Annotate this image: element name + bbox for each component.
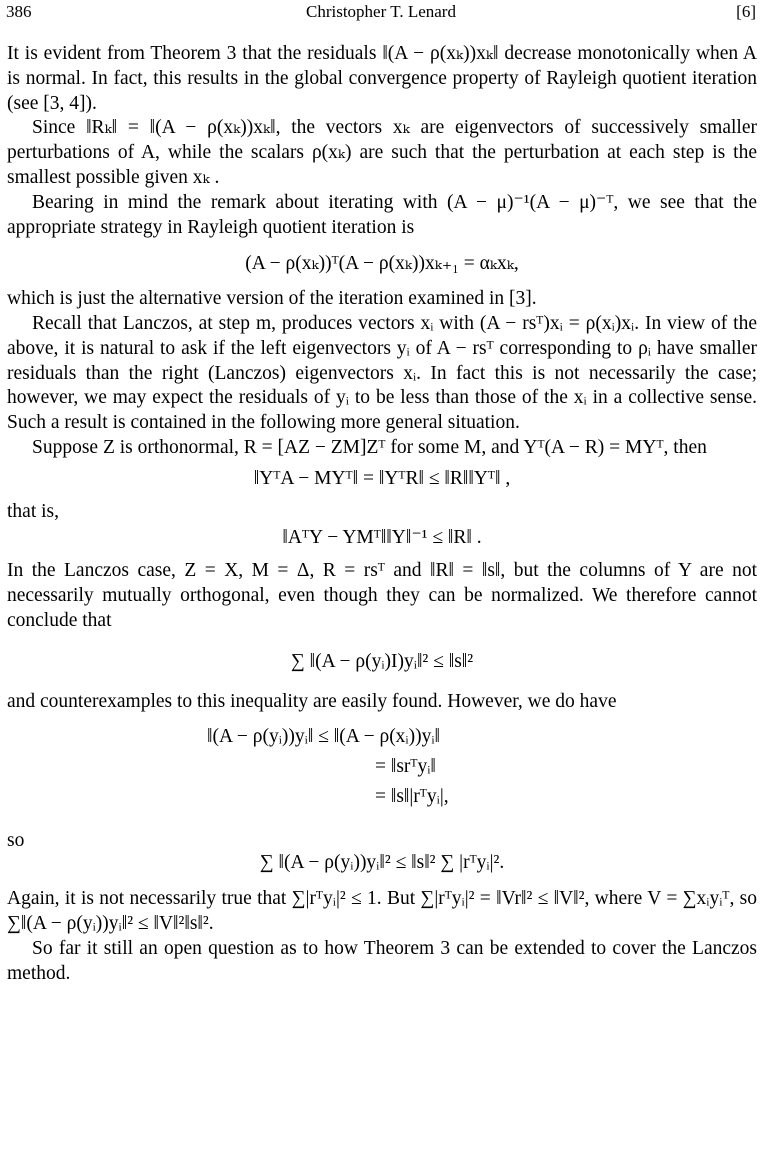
paragraph-7: that is, (7, 500, 59, 522)
so-word: so (7, 830, 25, 852)
equation-5-line-1: ‖(A − ρ(yᵢ))yᵢ‖ ≤ ‖(A − ρ(xᵢ))yᵢ‖ (207, 726, 441, 748)
so-block (7, 825, 757, 881)
running-header (6, 2, 756, 24)
page-number: 386 (6, 2, 32, 21)
equation-5-line-2: = ‖srᵀyᵢ‖ (375, 756, 436, 778)
paragraph-4: which is just the alternative version of the iteration examined in [3]. (7, 288, 537, 310)
paragraph-11: So far it still an open question as to how Theorem 3 can be extended to cover the Lanczos method. (7, 937, 757, 984)
paragraph-5: Recall that Lanczos, at step m, produces vectors xᵢ with (A − rsᵀ)xᵢ = ρ(xᵢ)xᵢ. In view of the above, it is natural to ask if the left eigenvectors yᵢ of A − rsᵀ corresponding to ρᵢ have smaller residuals than the right (Lanczos) eigenvectors xᵢ. In fact this is not necessarily the case; however, we may expect the residuals of yᵢ to be less than those of the xᵢ in a collective sense. Such a result is contained in the following more general situation. (7, 312, 757, 434)
paragraph-9: and counterexamples to this inequality are easily found. However, we do have (7, 691, 617, 713)
paragraph-8: In the Lanczos case, Z = X, M = Δ, R = rsᵀ and ‖R‖ = ‖s‖, but the columns of Y are not necessarily mutually orthogonal, even though they can be normalized. We therefore cannot conclude that (7, 560, 757, 631)
paragraph-2: Since ‖Rₖ‖ = ‖(A − ρ(xₖ))xₖ‖, the vectors xₖ are eigenvectors of successively smaller perturbations of A, while the scalars ρ(xₖ) are such that the perturbation at each step is the smallest possible given xₖ . (7, 117, 757, 188)
equation-6: ∑ ‖(A − ρ(yᵢ))yᵢ‖² ≤ ‖s‖² ∑ |rᵀyᵢ|². (259, 852, 505, 874)
paragraph-3: Bearing in mind the remark about iterating with (A − μ)⁻¹(A − μ)⁻ᵀ, we see that the appropriate strategy in Rayleigh quotient iteration is (7, 191, 757, 238)
paragraph-10: Again, it is not necessarily true that ∑|rᵀyᵢ|² ≤ 1. But ∑|rᵀyᵢ|² = ‖Vr‖² ≤ ‖V‖², where V = ∑xᵢyᵢᵀ, so ∑‖(A − ρ(yᵢ))yᵢ‖² ≤ ‖V‖²‖s‖². (7, 888, 757, 934)
equation-5-aligned (7, 725, 757, 815)
equation-3: ‖AᵀY − YMᵀ‖‖Y‖⁻¹ ≤ ‖R‖ . (282, 527, 482, 549)
paragraph-6: Suppose Z is orthonormal, R = [AZ − ZM]Zᵀ for some M, and Yᵀ(A − R) = MYᵀ, then (32, 436, 707, 458)
equation-4: ∑ ‖(A − ρ(yᵢ)I)yᵢ‖² ≤ ‖s‖² (290, 650, 474, 672)
running-author: Christopher T. Lenard (306, 2, 456, 21)
paragraph-1: It is evident from Theorem 3 that the residuals ‖(A − ρ(xₖ))xₖ‖ decrease monotonically when A is normal. In fact, this results in the global convergence property of Rayleigh quotient iteration (see [3, 4]). (7, 43, 757, 114)
equation-1: (A − ρ(xₖ))ᵀ(A − ρ(xₖ))xₖ₊₁ = αₖxₖ, (245, 253, 519, 275)
equation-2: ‖YᵀA − MYᵀ‖ = ‖YᵀR‖ ≤ ‖R‖‖Yᵀ‖ , (253, 467, 511, 489)
section-ref: [6] (736, 2, 756, 21)
equation-5-line-3: = ‖s‖|rᵀyᵢ|, (375, 786, 449, 808)
paper-body (7, 42, 757, 986)
